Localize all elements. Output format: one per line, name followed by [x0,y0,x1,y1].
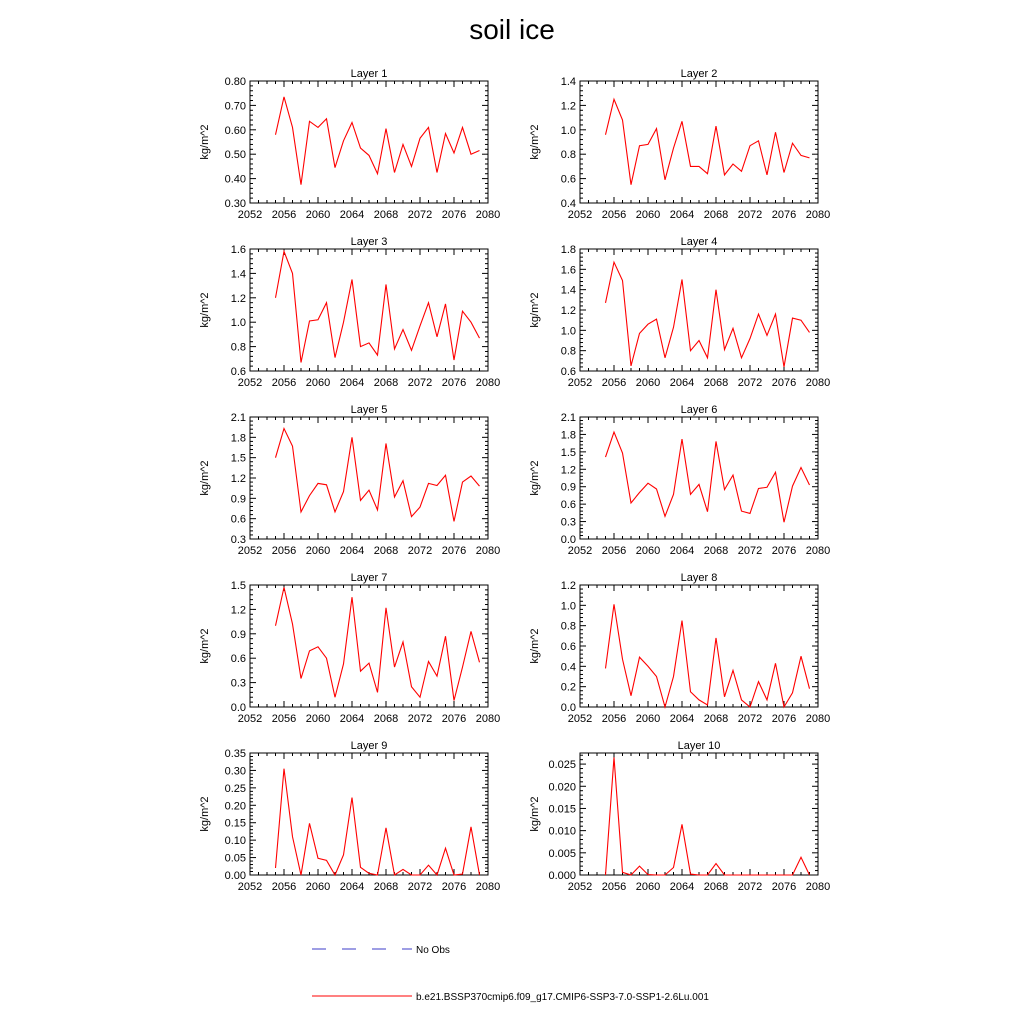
series-line [276,769,480,875]
panel-title: Layer 5 [350,404,388,416]
x-tick-label: 2072 [407,377,433,389]
panel-5 [199,404,500,557]
x-tick-label: 2064 [669,881,695,893]
panel-title: Layer 6 [680,404,718,416]
series-line [276,97,480,185]
x-tick-label: 2064 [669,209,695,221]
series-line [606,432,810,522]
x-tick-label: 2060 [305,209,331,221]
x-tick-label: 2076 [771,209,797,221]
x-tick-label: 2052 [567,209,593,221]
y-tick-label: 0.9 [560,481,576,494]
plot-frame [250,81,488,203]
panel-title: Layer 3 [350,236,388,248]
x-tick-label: 2080 [805,713,831,725]
series-line [606,757,810,875]
y-tick-label: 0.005 [548,847,576,860]
x-tick-label: 2072 [407,545,433,557]
x-tick-label: 2068 [373,881,399,893]
y-tick-label: 1.2 [560,464,576,477]
y-tick-label: 0.6 [230,513,246,526]
legend [312,945,709,1003]
x-tick-label: 2060 [305,545,331,557]
x-tick-label: 2076 [441,545,467,557]
x-tick-label: 2056 [271,377,297,389]
y-tick-label: 1.0 [560,325,576,338]
x-tick-label: 2052 [567,377,593,389]
y-tick-label: 1.8 [560,429,576,442]
x-tick-label: 2052 [237,209,263,221]
x-tick-label: 2064 [339,209,365,221]
x-tick-label: 2072 [737,713,763,725]
panel-title: Layer 2 [680,68,718,80]
series-line [606,99,810,184]
x-tick-label: 2076 [771,713,797,725]
y-tick-label: 1.2 [230,604,246,617]
y-tick-label: 0.6 [560,366,576,378]
panel-3 [199,236,500,389]
y-tick-label: 0.8 [560,345,576,358]
x-tick-label: 2068 [373,545,399,557]
x-tick-label: 2056 [601,713,627,725]
y-tick-label: 0.3 [230,677,246,690]
y-axis-label: kg/m^2 [529,796,541,832]
x-tick-label: 2080 [475,209,501,221]
y-tick-label: 0.50 [224,149,246,162]
panel-10 [529,740,830,893]
panel-title: Layer 10 [677,740,721,752]
x-tick-label: 2068 [703,545,729,557]
y-tick-label: 0.15 [224,817,246,830]
y-tick-label: 0.20 [224,800,246,813]
y-axis-label: kg/m^2 [529,292,541,328]
x-tick-label: 2080 [475,713,501,725]
y-tick-label: 1.2 [560,580,576,592]
y-tick-label: 1.0 [560,600,576,613]
x-tick-label: 2072 [737,377,763,389]
y-tick-label: 1.5 [230,452,246,465]
x-tick-label: 2064 [669,545,695,557]
x-tick-label: 2080 [475,881,501,893]
x-tick-label: 2068 [703,377,729,389]
x-tick-label: 2052 [237,713,263,725]
y-tick-label: 0.025 [548,759,576,772]
x-tick-label: 2072 [407,209,433,221]
y-tick-label: 0.2 [560,681,576,694]
y-tick-label: 1.4 [560,76,576,88]
x-tick-label: 2056 [271,713,297,725]
y-tick-label: 0.40 [224,173,246,186]
x-tick-label: 2060 [635,377,661,389]
x-tick-label: 2076 [441,713,467,725]
y-tick-label: 0.60 [224,124,246,137]
y-tick-label: 1.2 [560,100,576,113]
x-tick-label: 2060 [305,881,331,893]
x-tick-label: 2076 [441,209,467,221]
series-line [276,587,480,700]
panel-title: Layer 4 [680,236,718,248]
x-tick-label: 2076 [441,881,467,893]
series-line [606,262,810,367]
series-line [276,251,480,362]
y-tick-label: 1.6 [560,264,576,277]
y-axis-label: kg/m^2 [199,796,211,832]
y-tick-label: 1.2 [230,473,246,485]
y-tick-label: 1.0 [560,124,576,137]
plot-frame [250,417,488,539]
x-tick-label: 2072 [407,713,433,725]
panels [199,68,830,893]
y-tick-label: 0.3 [230,534,246,546]
panel-9 [199,740,500,893]
x-tick-label: 2064 [669,713,695,725]
y-tick-label: 1.2 [230,292,246,305]
x-tick-label: 2056 [601,881,627,893]
y-tick-label: 1.4 [560,284,576,297]
panel-4 [529,236,830,389]
y-tick-label: 1.2 [560,305,576,317]
x-tick-label: 2056 [271,209,297,221]
y-tick-label: 0.020 [548,781,576,794]
y-tick-label: 0.3 [560,516,576,529]
y-axis-label: kg/m^2 [529,460,541,496]
x-tick-label: 2056 [271,545,297,557]
x-tick-label: 2064 [339,377,365,389]
x-tick-label: 2064 [339,881,365,893]
y-tick-label: 0.8 [230,341,246,354]
y-tick-label: 0.6 [560,641,576,653]
y-tick-label: 0.10 [224,835,246,848]
figure-title: soil ice [469,14,555,45]
x-tick-label: 2080 [805,881,831,893]
y-tick-label: 0.05 [224,852,246,865]
legend-obs-label: No Obs [416,945,450,956]
y-tick-label: 0.9 [230,628,246,641]
y-tick-label: 0.30 [224,765,246,778]
legend-model-label: b.e21.BSSP370cmip6.f09_g17.CMIP6-SSP3-7.0-SSP1-2.6Lu.001 [416,992,709,1003]
y-axis-label: kg/m^2 [199,628,211,664]
y-tick-label: 0.6 [560,173,576,186]
x-tick-label: 2064 [669,377,695,389]
x-tick-label: 2064 [339,713,365,725]
panel-title: Layer 1 [350,68,388,80]
y-tick-label: 1.0 [230,317,246,330]
x-tick-label: 2080 [805,545,831,557]
y-tick-label: 0.0 [560,534,576,546]
plot-frame [250,753,488,875]
plot-frame [580,249,818,371]
x-tick-label: 2076 [441,377,467,389]
x-tick-label: 2056 [601,209,627,221]
x-tick-label: 2056 [601,545,627,557]
panel-7 [199,572,500,725]
x-tick-label: 2052 [237,545,263,557]
y-axis-label: kg/m^2 [199,124,211,160]
x-tick-label: 2052 [567,881,593,893]
y-tick-label: 0.8 [560,149,576,162]
y-tick-label: 1.4 [230,268,246,281]
x-tick-label: 2060 [635,545,661,557]
x-tick-label: 2056 [601,377,627,389]
series-line [276,429,480,522]
panel-title: Layer 8 [680,572,718,584]
x-tick-label: 2068 [373,377,399,389]
x-tick-label: 2072 [737,881,763,893]
x-tick-label: 2068 [373,209,399,221]
y-tick-label: 0.30 [224,198,246,210]
y-tick-label: 1.6 [230,244,246,256]
y-tick-label: 0.6 [230,366,246,378]
x-tick-label: 2076 [771,545,797,557]
panel-1 [199,68,500,221]
y-tick-label: 0.0 [230,702,246,714]
x-tick-label: 2068 [373,713,399,725]
plot-frame [580,81,818,203]
y-tick-label: 0.4 [560,198,576,210]
y-tick-label: 0.6 [560,499,576,512]
plot-frame [250,249,488,371]
y-axis-label: kg/m^2 [529,628,541,664]
y-tick-label: 0.25 [224,782,246,795]
y-tick-label: 2.1 [230,412,246,424]
x-tick-label: 2060 [305,377,331,389]
y-tick-label: 0.9 [230,493,246,506]
x-tick-label: 2052 [237,881,263,893]
x-tick-label: 2076 [771,881,797,893]
y-axis-label: kg/m^2 [529,124,541,160]
x-tick-label: 2080 [475,545,501,557]
plot-frame [580,585,818,707]
x-tick-label: 2060 [635,713,661,725]
y-tick-label: 0.015 [548,803,576,816]
series-line [606,604,810,707]
y-tick-label: 1.5 [560,446,576,459]
panel-8 [529,572,830,725]
y-tick-label: 0.70 [224,100,246,113]
y-axis-label: kg/m^2 [199,460,211,496]
x-tick-label: 2076 [771,377,797,389]
x-tick-label: 2068 [703,881,729,893]
y-axis-label: kg/m^2 [199,292,211,328]
x-tick-label: 2060 [305,713,331,725]
y-tick-label: 0.00 [224,870,246,882]
x-tick-label: 2080 [475,377,501,389]
x-tick-label: 2060 [635,881,661,893]
x-tick-label: 2052 [567,545,593,557]
y-tick-label: 0.4 [560,661,576,674]
y-tick-label: 0.80 [224,76,246,88]
y-tick-label: 0.6 [230,653,246,666]
x-tick-label: 2068 [703,713,729,725]
panel-title: Layer 7 [350,572,388,584]
x-tick-label: 2052 [237,377,263,389]
y-tick-label: 0.010 [548,825,576,838]
panel-6 [529,404,830,557]
x-tick-label: 2072 [737,545,763,557]
x-tick-label: 2072 [737,209,763,221]
x-tick-label: 2080 [805,377,831,389]
y-tick-label: 2.1 [560,412,576,424]
x-tick-label: 2052 [567,713,593,725]
y-tick-label: 0.8 [560,620,576,633]
y-tick-label: 0.000 [548,870,576,882]
y-tick-label: 0.35 [224,748,246,760]
plot-frame [580,753,818,875]
panel-2 [529,68,830,221]
x-tick-label: 2068 [703,209,729,221]
y-tick-label: 0.0 [560,702,576,714]
x-tick-label: 2056 [271,881,297,893]
x-tick-label: 2072 [407,881,433,893]
y-tick-label: 1.8 [230,432,246,445]
y-tick-label: 1.8 [560,244,576,256]
y-tick-label: 1.5 [230,580,246,592]
x-tick-label: 2064 [339,545,365,557]
x-tick-label: 2060 [635,209,661,221]
x-tick-label: 2080 [805,209,831,221]
panel-title: Layer 9 [350,740,388,752]
